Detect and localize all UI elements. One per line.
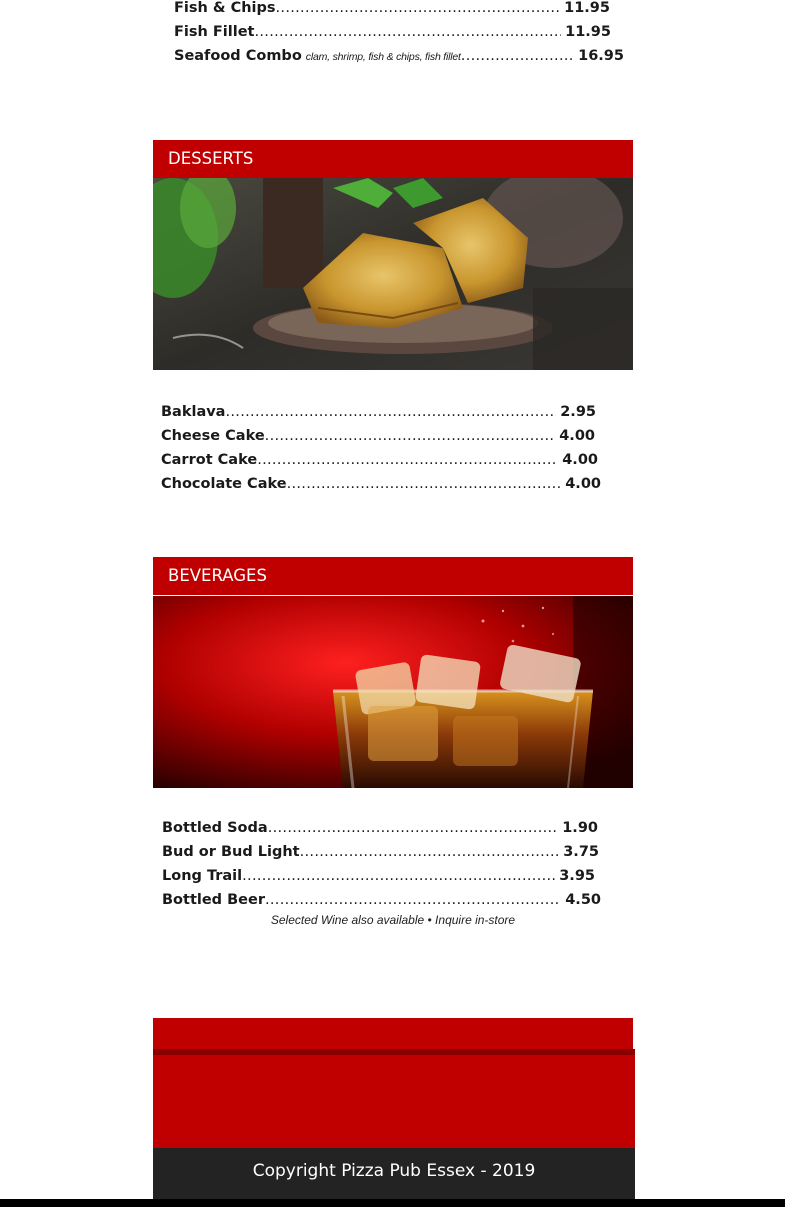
cola-glass-photo [153, 596, 633, 788]
footer-red-panel [153, 1055, 635, 1148]
dessert-item [161, 448, 598, 472]
dot-leader [257, 448, 558, 472]
item-price: 4.00 [559, 428, 595, 444]
seafood-item [174, 0, 610, 20]
item-price: 1.90 [562, 820, 598, 836]
dot-leader [268, 816, 559, 840]
item-name: Cheese Cake [161, 428, 265, 444]
item-price: 4.00 [562, 452, 598, 468]
item-name: Baklava [161, 404, 226, 420]
item-price: 3.75 [563, 844, 599, 860]
item-price: 11.95 [564, 0, 610, 16]
beverages-header: BEVERAGES [153, 557, 633, 595]
beverage-item [162, 888, 601, 912]
item-name: Bud or Bud Light [162, 844, 300, 860]
wine-availability-note: Selected Wine also available • Inquire in-store [270, 913, 516, 927]
item-name: Bottled Soda [162, 820, 268, 836]
item-name: Bottled Beer [162, 892, 265, 908]
dot-leader [265, 424, 556, 448]
beverage-item [162, 816, 598, 840]
item-name: Carrot Cake [161, 452, 258, 468]
item-price: 3.95 [559, 868, 595, 884]
footer-red-band [153, 1018, 633, 1049]
item-name: Fish & Chips [174, 0, 276, 16]
beverage-item [162, 840, 599, 864]
dessert-item [161, 400, 596, 424]
item-price: 4.50 [565, 892, 601, 908]
item-price: 4.00 [565, 476, 601, 492]
baklava-photo-image [153, 178, 633, 370]
item-name: Long Trail [162, 868, 243, 884]
desserts-header: DESSERTS [153, 140, 633, 178]
item-name: Seafood Combo [174, 48, 302, 64]
dot-leader [265, 888, 561, 912]
item-price: 16.95 [578, 48, 624, 64]
dot-leader [300, 840, 560, 864]
dot-leader [242, 864, 555, 888]
dot-leader [254, 20, 561, 44]
seafood-item [174, 20, 611, 44]
item-name: Chocolate Cake [161, 476, 287, 492]
dessert-item [161, 472, 601, 496]
dessert-item [161, 424, 595, 448]
cola-glass-photo-image [153, 596, 633, 788]
item-price: 11.95 [565, 24, 611, 40]
dot-leader [461, 44, 574, 68]
item-name: Fish Fillet [174, 24, 255, 40]
copyright-text: Copyright Pizza Pub Essex - 2019 [153, 1148, 635, 1199]
dot-leader [276, 0, 561, 20]
item-price: 2.95 [560, 404, 596, 420]
dot-leader [287, 472, 562, 496]
dot-leader [225, 400, 556, 424]
beverage-item [162, 864, 595, 888]
item-note: clam, shrimp, fish & chips, fish fillet [305, 51, 461, 63]
seafood-item [174, 44, 624, 69]
baklava-photo [153, 178, 633, 370]
page-bottom-bar [0, 1199, 785, 1207]
